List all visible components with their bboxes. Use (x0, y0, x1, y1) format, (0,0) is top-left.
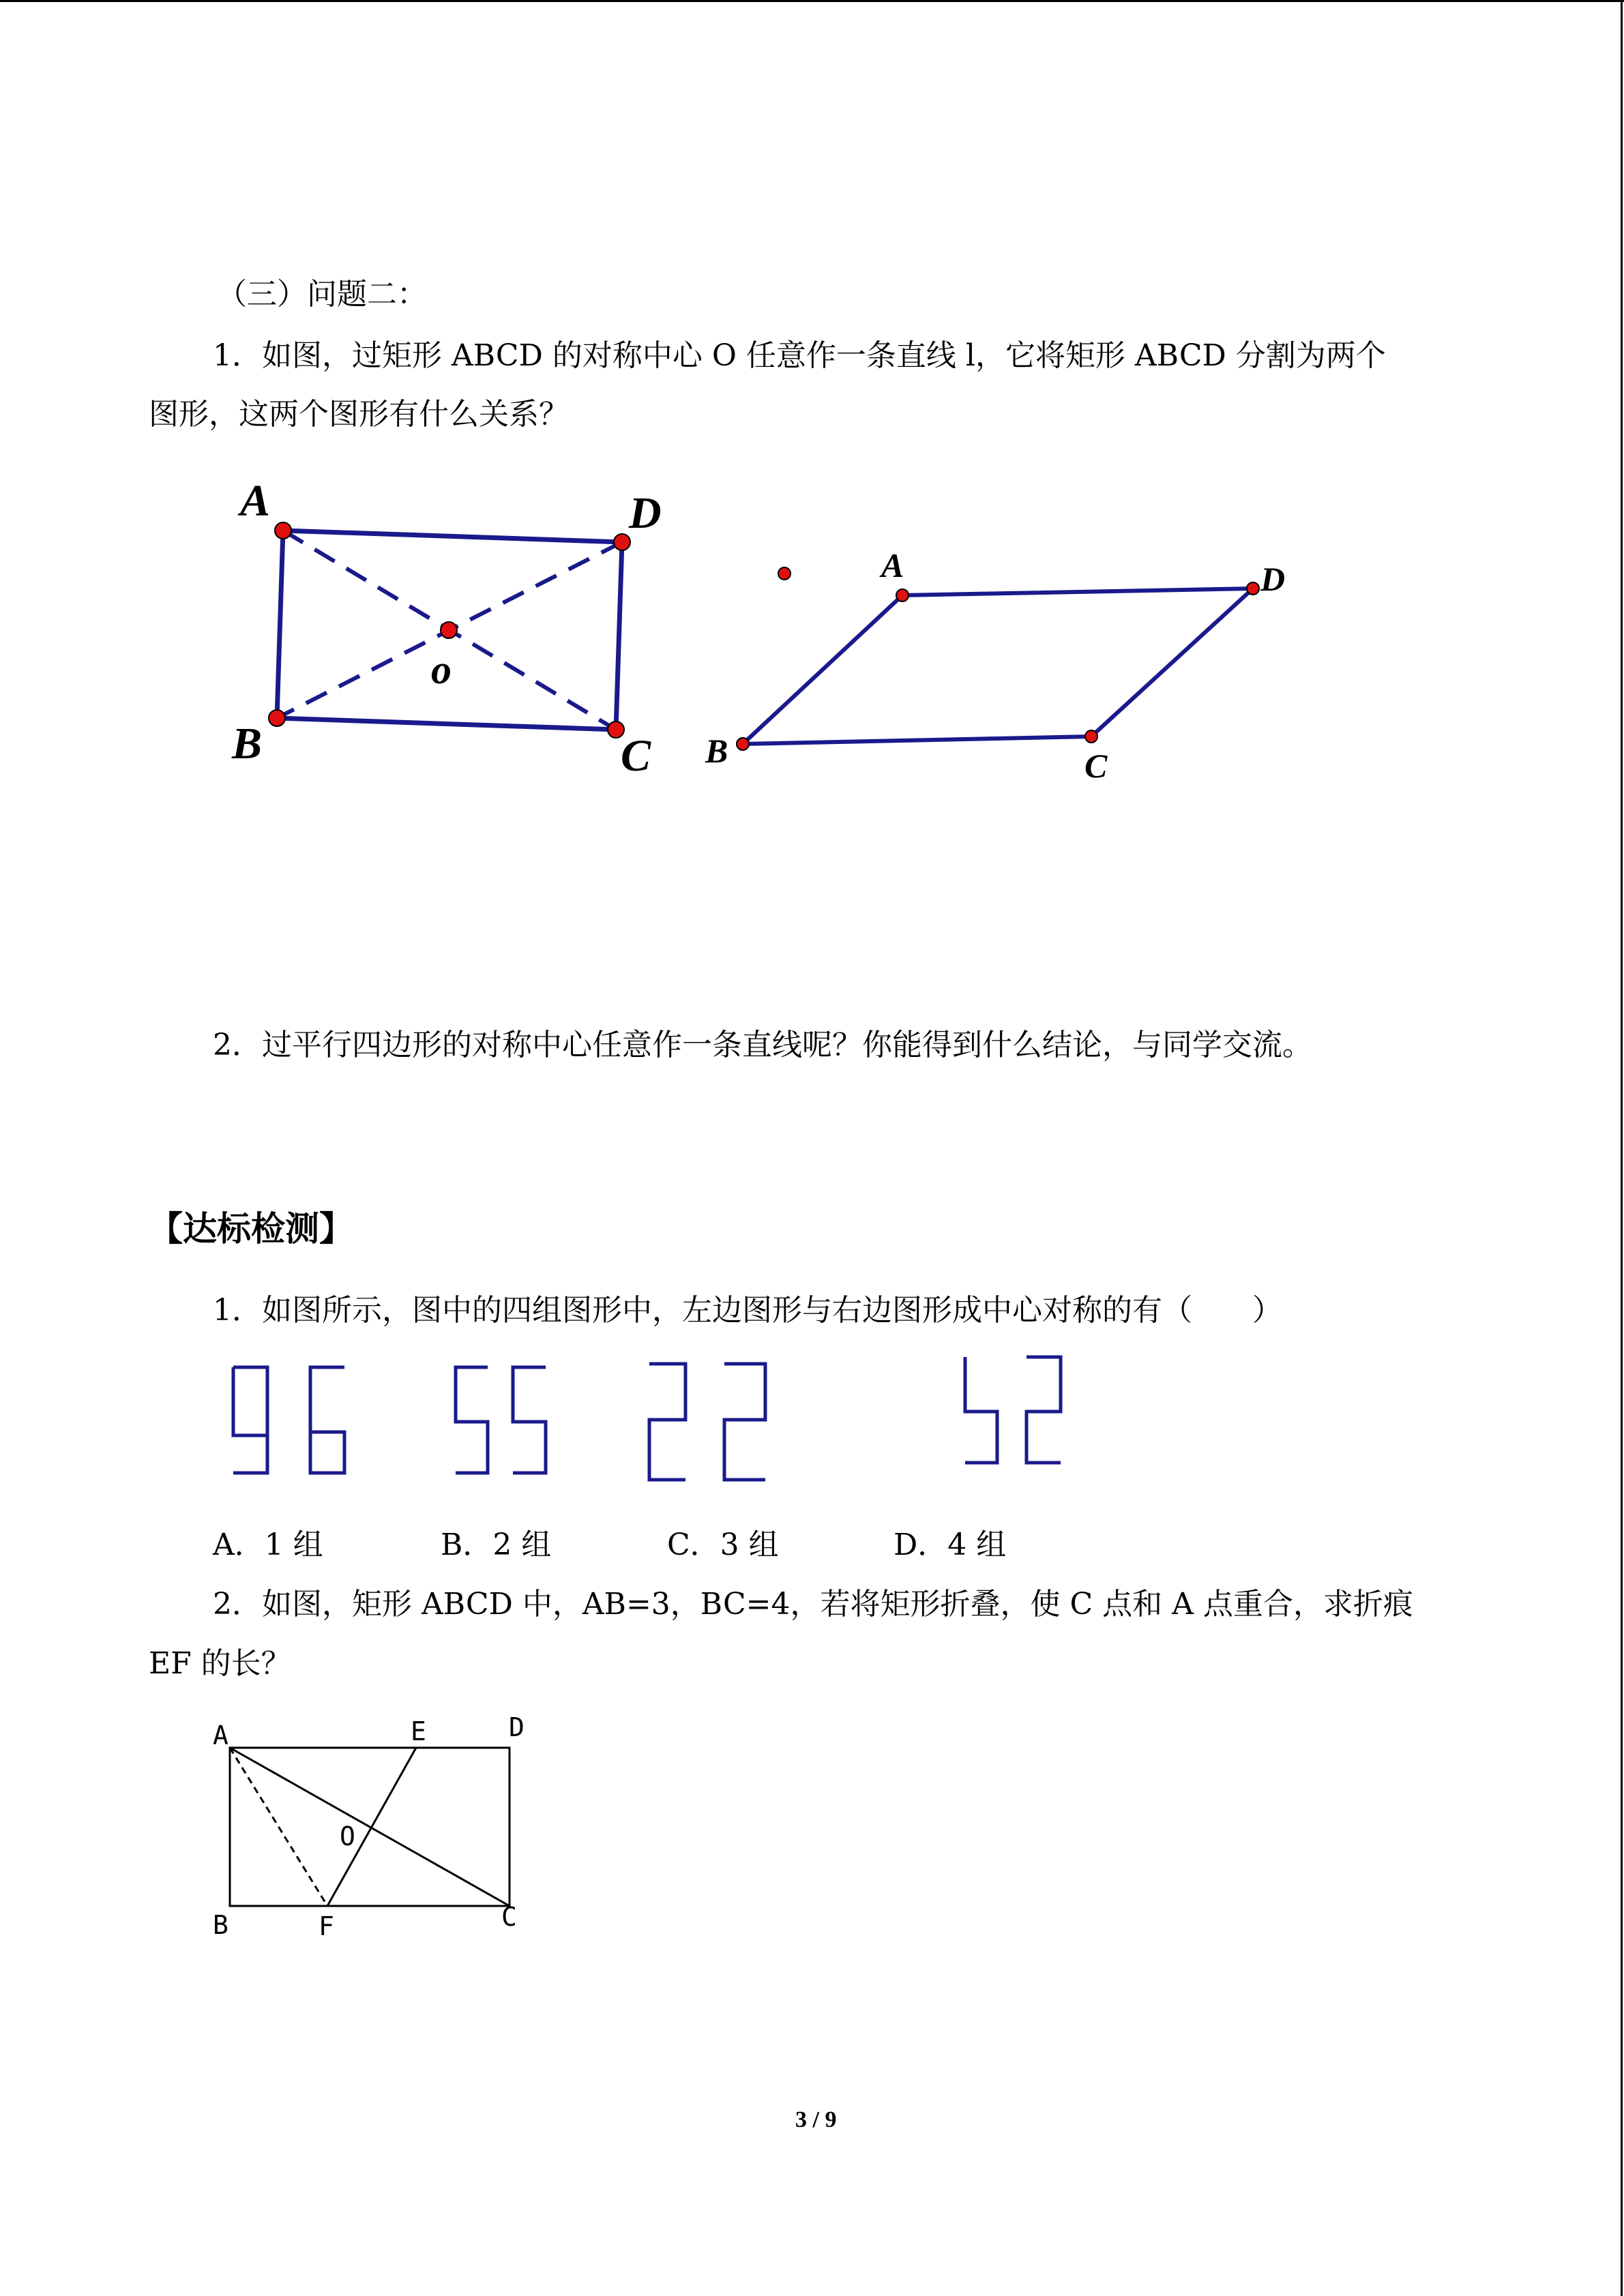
label-b: B (232, 719, 263, 769)
label-c: C (501, 1902, 517, 1932)
label-c: C (621, 731, 651, 781)
option-d: D．4 组 (894, 1527, 1007, 1562)
label-b: B (213, 1910, 228, 1940)
label-a: A (213, 1720, 228, 1750)
fold-af (230, 1748, 327, 1906)
option-a: A．1 组 (213, 1527, 323, 1562)
label-e: E (411, 1716, 426, 1746)
label-d: D (629, 488, 662, 538)
test-question-2-line-2: EF 的长？ (149, 1646, 291, 1681)
label-a: A (240, 476, 271, 526)
question-2: 2．过平行四边形的对称中心任意作一条直线呢？你能得到什么结论，与同学交流。 (213, 1028, 1312, 1062)
page-number: 3 / 9 (795, 2107, 837, 2132)
label-f: F (319, 1911, 334, 1941)
label-b: B (705, 732, 728, 770)
option-b: B．2 组 (441, 1527, 552, 1562)
label-c: C (1084, 747, 1108, 785)
section-heading: （三）问题二： (217, 277, 427, 312)
test-question-1: 1．如图所示，图中的四组图形中，左边图形与右边图形成中心对称的有（ ） (213, 1293, 1282, 1328)
label-a: A (881, 546, 904, 584)
label-d: D (1260, 560, 1286, 598)
test-question-2-line-1: 2．如图，矩形 ABCD 中，AB=3，BC=4，若将矩形折叠，使 C 点和 A 点重合，求折痕 (213, 1587, 1413, 1622)
option-c: C．3 组 (667, 1527, 779, 1562)
label-o: O (340, 1821, 355, 1851)
test-heading: 【达标检测】 (149, 1209, 353, 1249)
diagonal-ac (230, 1748, 510, 1906)
label-d: D (509, 1712, 525, 1742)
question-1-line-1: 1．如图，过矩形 ABCD 的对称中心 O 任意作一条直线 l，它将矩形 ABCD 分割为两个 (213, 338, 1386, 373)
label-o: o (431, 647, 452, 692)
question-1-line-2: 图形，这两个图形有什么关系？ (149, 397, 569, 432)
